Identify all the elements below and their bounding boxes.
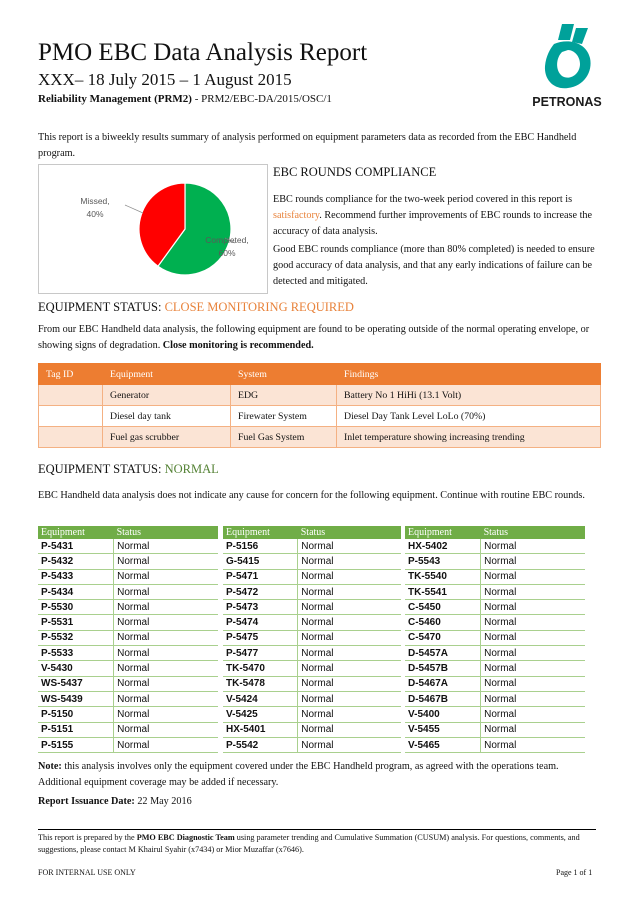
completed-pct: 60%	[218, 248, 236, 258]
table-row	[405, 691, 585, 706]
equipment-tag: WS-5437	[38, 676, 114, 691]
table-row	[38, 539, 218, 554]
equipment-status: Normal	[298, 707, 401, 722]
equipment-status: Normal	[298, 539, 401, 554]
equipment-status: Normal	[298, 554, 401, 569]
col-system: System	[231, 364, 337, 385]
equipment-status: Normal	[298, 661, 401, 676]
equipment-status: Normal	[481, 554, 585, 569]
table-row	[38, 600, 218, 615]
equipment-status: Normal	[298, 691, 401, 706]
equipment-tag: D-5467A	[405, 676, 481, 691]
classification-label: FOR INTERNAL USE ONLY	[38, 868, 136, 877]
issuance-date: Report Issuance Date: 22 May 2016	[38, 796, 192, 807]
equipment-status: Normal	[481, 676, 585, 691]
equipment-status: Normal	[298, 676, 401, 691]
equipment-tag: WS-5439	[38, 691, 114, 706]
equipment-status: Normal	[114, 676, 218, 691]
equipment-tag: G-5415	[223, 554, 298, 569]
equipment-tag: P-5155	[38, 737, 114, 752]
equipment-tag: P-5156	[223, 539, 298, 554]
equipment-tag: P-5432	[38, 554, 114, 569]
equipment-tag: P-5543	[405, 554, 481, 569]
report-reference	[38, 92, 332, 106]
equipment-status: Normal	[481, 691, 585, 706]
equipment-tag: P-5473	[223, 600, 298, 615]
equipment-status: Normal	[114, 707, 218, 722]
note-paragraph: Note: this analysis involves only the equipment covered under the EBC Handheld program, as agreed with the operations team. Additional equipment coverage may be added if necessary.	[38, 761, 559, 788]
reference-department: Reliability Management (PRM2)	[38, 93, 192, 105]
equipment-status: Normal	[114, 630, 218, 645]
equipment-tag: P-5477	[223, 646, 298, 661]
equipment-status: Normal	[298, 646, 401, 661]
findings-table	[38, 363, 601, 448]
equipment-tag: TK-5478	[223, 676, 298, 691]
equipment-table-3	[405, 526, 585, 753]
table-row	[223, 630, 401, 645]
equipment-tag: P-5474	[223, 615, 298, 630]
equipment-status: Normal	[298, 722, 401, 737]
table-row	[405, 584, 585, 599]
table-row	[38, 630, 218, 645]
table-row	[38, 707, 218, 722]
table-row	[405, 539, 585, 554]
equipment-status: Normal	[114, 646, 218, 661]
table-row	[38, 569, 218, 584]
equipment-status: Normal	[298, 584, 401, 599]
equipment-status: Normal	[114, 554, 218, 569]
col-status: Status	[114, 526, 218, 539]
missed-label: Missed,	[80, 196, 110, 206]
equipment-status: Normal	[481, 707, 585, 722]
table-row	[38, 554, 218, 569]
equipment-tag: D-5457B	[405, 661, 481, 676]
intro-paragraph: This report is a biweekly results summary of analysis performed on equipment parameters data as recorded from the EBC Handheld program.	[38, 132, 577, 159]
footer-note: This report is prepared by the PMO EBC Diagnostic Team using parameter trending and Cumulative Summation (CUSUM) analysis. For questions, comments, and suggestions, please contact M Khairul Syahir (x7434) or Mior Muzaffar (x7646).	[38, 833, 580, 854]
equipment-status: Normal	[481, 646, 585, 661]
col-tag-id: Tag ID	[39, 364, 103, 385]
report-period: XXX– 18 July 2015 – 1 August 2015	[38, 70, 292, 89]
completed-label: Completed,	[205, 235, 249, 245]
col-equipment: Equipment	[103, 364, 231, 385]
footer-divider	[38, 829, 596, 830]
petronas-emblem-icon	[524, 18, 610, 112]
equipment-table-2	[223, 526, 401, 753]
col-equipment: Equipment	[405, 526, 481, 539]
equipment-status: Normal	[481, 600, 585, 615]
equipment-status: Normal	[298, 600, 401, 615]
equipment-table-1	[38, 526, 218, 753]
compliance-paragraph: EBC rounds compliance for the two-week period covered in this report is satisfactory. Recommend further improvements of EBC rounds to increase the accuracy of data analysis.	[273, 194, 593, 237]
reference-code: - PRM2/EBC-DA/2015/OSC/1	[191, 93, 332, 105]
equipment-status: Normal	[114, 722, 218, 737]
logo-wordmark: PETRONAS	[532, 95, 602, 109]
team-name: PMO EBC Diagnostic Team	[136, 833, 235, 842]
equipment-status: Normal	[114, 600, 218, 615]
equipment-tag: P-5531	[38, 615, 114, 630]
close-monitoring-status: CLOSE MONITORING REQUIRED	[164, 300, 354, 314]
equipment-tag: P-5431	[38, 539, 114, 554]
table-row	[38, 646, 218, 661]
equipment-status: Normal	[114, 584, 218, 599]
col-equipment: Equipment	[223, 526, 298, 539]
col-equipment: Equipment	[38, 526, 114, 539]
equipment-status: Normal	[298, 569, 401, 584]
equipment-tag: HX-5401	[223, 722, 298, 737]
table-row	[405, 630, 585, 645]
equipment-tag: P-5433	[38, 569, 114, 584]
equipment-status: Normal	[481, 661, 585, 676]
compliance-pie-chart	[38, 164, 268, 294]
equipment-tag: P-5151	[38, 722, 114, 737]
note-label: Note:	[38, 761, 62, 772]
page-number: Page 1 of 1	[556, 868, 593, 877]
equipment-tag: V-5455	[405, 722, 481, 737]
equipment-tag: P-5150	[38, 707, 114, 722]
col-status: Status	[481, 526, 585, 539]
table-row	[223, 691, 401, 706]
table-row	[223, 554, 401, 569]
table-row	[38, 737, 218, 752]
equipment-tag: TK-5541	[405, 584, 481, 599]
equipment-status: Normal	[298, 615, 401, 630]
equipment-tag: V-5400	[405, 707, 481, 722]
equipment-tag: P-5434	[38, 584, 114, 599]
table-row	[405, 737, 585, 752]
table-row	[223, 600, 401, 615]
equipment-tag: D-5457A	[405, 646, 481, 661]
normal-status: NORMAL	[164, 462, 219, 476]
table-row	[223, 569, 401, 584]
equipment-tag: TK-5540	[405, 569, 481, 584]
equipment-tag: D-5467B	[405, 691, 481, 706]
equipment-status: Normal	[114, 539, 218, 554]
equipment-tag: TK-5470	[223, 661, 298, 676]
equipment-tag: V-5430	[38, 661, 114, 676]
table-row	[38, 676, 218, 691]
issuance-date-value: 22 May 2016	[134, 796, 192, 807]
table-row	[223, 646, 401, 661]
close-monitoring-heading: EQUIPMENT STATUS: CLOSE MONITORING REQUIRED	[38, 300, 354, 314]
equipment-tag: P-5475	[223, 630, 298, 645]
equipment-tag: P-5471	[223, 569, 298, 584]
equipment-status: Normal	[298, 630, 401, 645]
normal-status-description: EBC Handheld data analysis does not indicate any cause for concern for the following equipment. Continue with routine EBC rounds.	[38, 490, 585, 501]
pie-svg	[39, 165, 267, 293]
equipment-tag: C-5470	[405, 630, 481, 645]
compliance-guidance: Good EBC rounds compliance (more than 80% completed) is needed to ensure good accuracy of data analysis, and that any early indications of failure can be detected and mitigated.	[273, 244, 595, 287]
equipment-tag: P-5533	[38, 646, 114, 661]
table-row: Diesel day tank Firewater System Diesel Day Tank Level LoLo (70%)	[39, 406, 601, 427]
col-findings: Findings	[337, 364, 601, 385]
table-row	[405, 600, 585, 615]
equipment-tag: V-5424	[223, 691, 298, 706]
compliance-rating: satisfactory	[273, 210, 320, 221]
equipment-status: Normal	[481, 737, 585, 752]
table-row	[405, 554, 585, 569]
table-row	[223, 722, 401, 737]
equipment-table-header	[405, 526, 585, 539]
equipment-tag: P-5472	[223, 584, 298, 599]
equipment-tag: P-5542	[223, 737, 298, 752]
equipment-tag: HX-5402	[405, 539, 481, 554]
equipment-table-header	[223, 526, 401, 539]
table-row	[38, 691, 218, 706]
equipment-table-header	[38, 526, 218, 539]
table-row	[405, 615, 585, 630]
equipment-status: Normal	[481, 630, 585, 645]
table-row	[405, 707, 585, 722]
table-row	[405, 661, 585, 676]
petronas-logo	[524, 18, 610, 112]
table-row	[223, 676, 401, 691]
equipment-status: Normal	[298, 737, 401, 752]
table-row	[405, 676, 585, 691]
equipment-status: Normal	[481, 539, 585, 554]
table-row	[223, 661, 401, 676]
equipment-tag: P-5530	[38, 600, 114, 615]
equipment-tag: P-5532	[38, 630, 114, 645]
table-row: Fuel gas scrubber Fuel Gas System Inlet temperature showing increasing trending	[39, 427, 601, 448]
equipment-tag: C-5450	[405, 600, 481, 615]
table-row	[405, 569, 585, 584]
equipment-tag: C-5460	[405, 615, 481, 630]
table-row	[223, 539, 401, 554]
equipment-status: Normal	[114, 569, 218, 584]
table-row	[223, 737, 401, 752]
table-row	[38, 722, 218, 737]
equipment-status: Normal	[114, 615, 218, 630]
table-row	[405, 722, 585, 737]
table-row	[405, 646, 585, 661]
recommendation: Close monitoring is recommended.	[162, 340, 314, 351]
col-status: Status	[298, 526, 401, 539]
table-row: Generator EDG Battery No 1 HiHi (13.1 Volt)	[39, 385, 601, 406]
equipment-status: Normal	[481, 722, 585, 737]
equipment-tag: V-5465	[405, 737, 481, 752]
normal-status-heading: EQUIPMENT STATUS: NORMAL	[38, 462, 219, 476]
missed-pct: 40%	[86, 209, 104, 219]
equipment-tag: V-5425	[223, 707, 298, 722]
table-row	[38, 584, 218, 599]
report-title: PMO EBC Data Analysis Report	[38, 39, 368, 66]
close-monitoring-description: From our EBC Handheld data analysis, the following equipment are found to be operating outside of the normal operating envelope, or showing signs of degradation. Close monitoring is recommended.	[38, 324, 590, 351]
table-row	[38, 661, 218, 676]
equipment-status: Normal	[481, 584, 585, 599]
equipment-status: Normal	[481, 569, 585, 584]
table-row	[223, 615, 401, 630]
equipment-status: Normal	[481, 615, 585, 630]
equipment-status: Normal	[114, 661, 218, 676]
equipment-status: Normal	[114, 691, 218, 706]
compliance-heading: EBC ROUNDS COMPLIANCE	[273, 165, 437, 179]
table-row	[38, 615, 218, 630]
table-row	[223, 707, 401, 722]
table-row	[223, 584, 401, 599]
equipment-status: Normal	[114, 737, 218, 752]
